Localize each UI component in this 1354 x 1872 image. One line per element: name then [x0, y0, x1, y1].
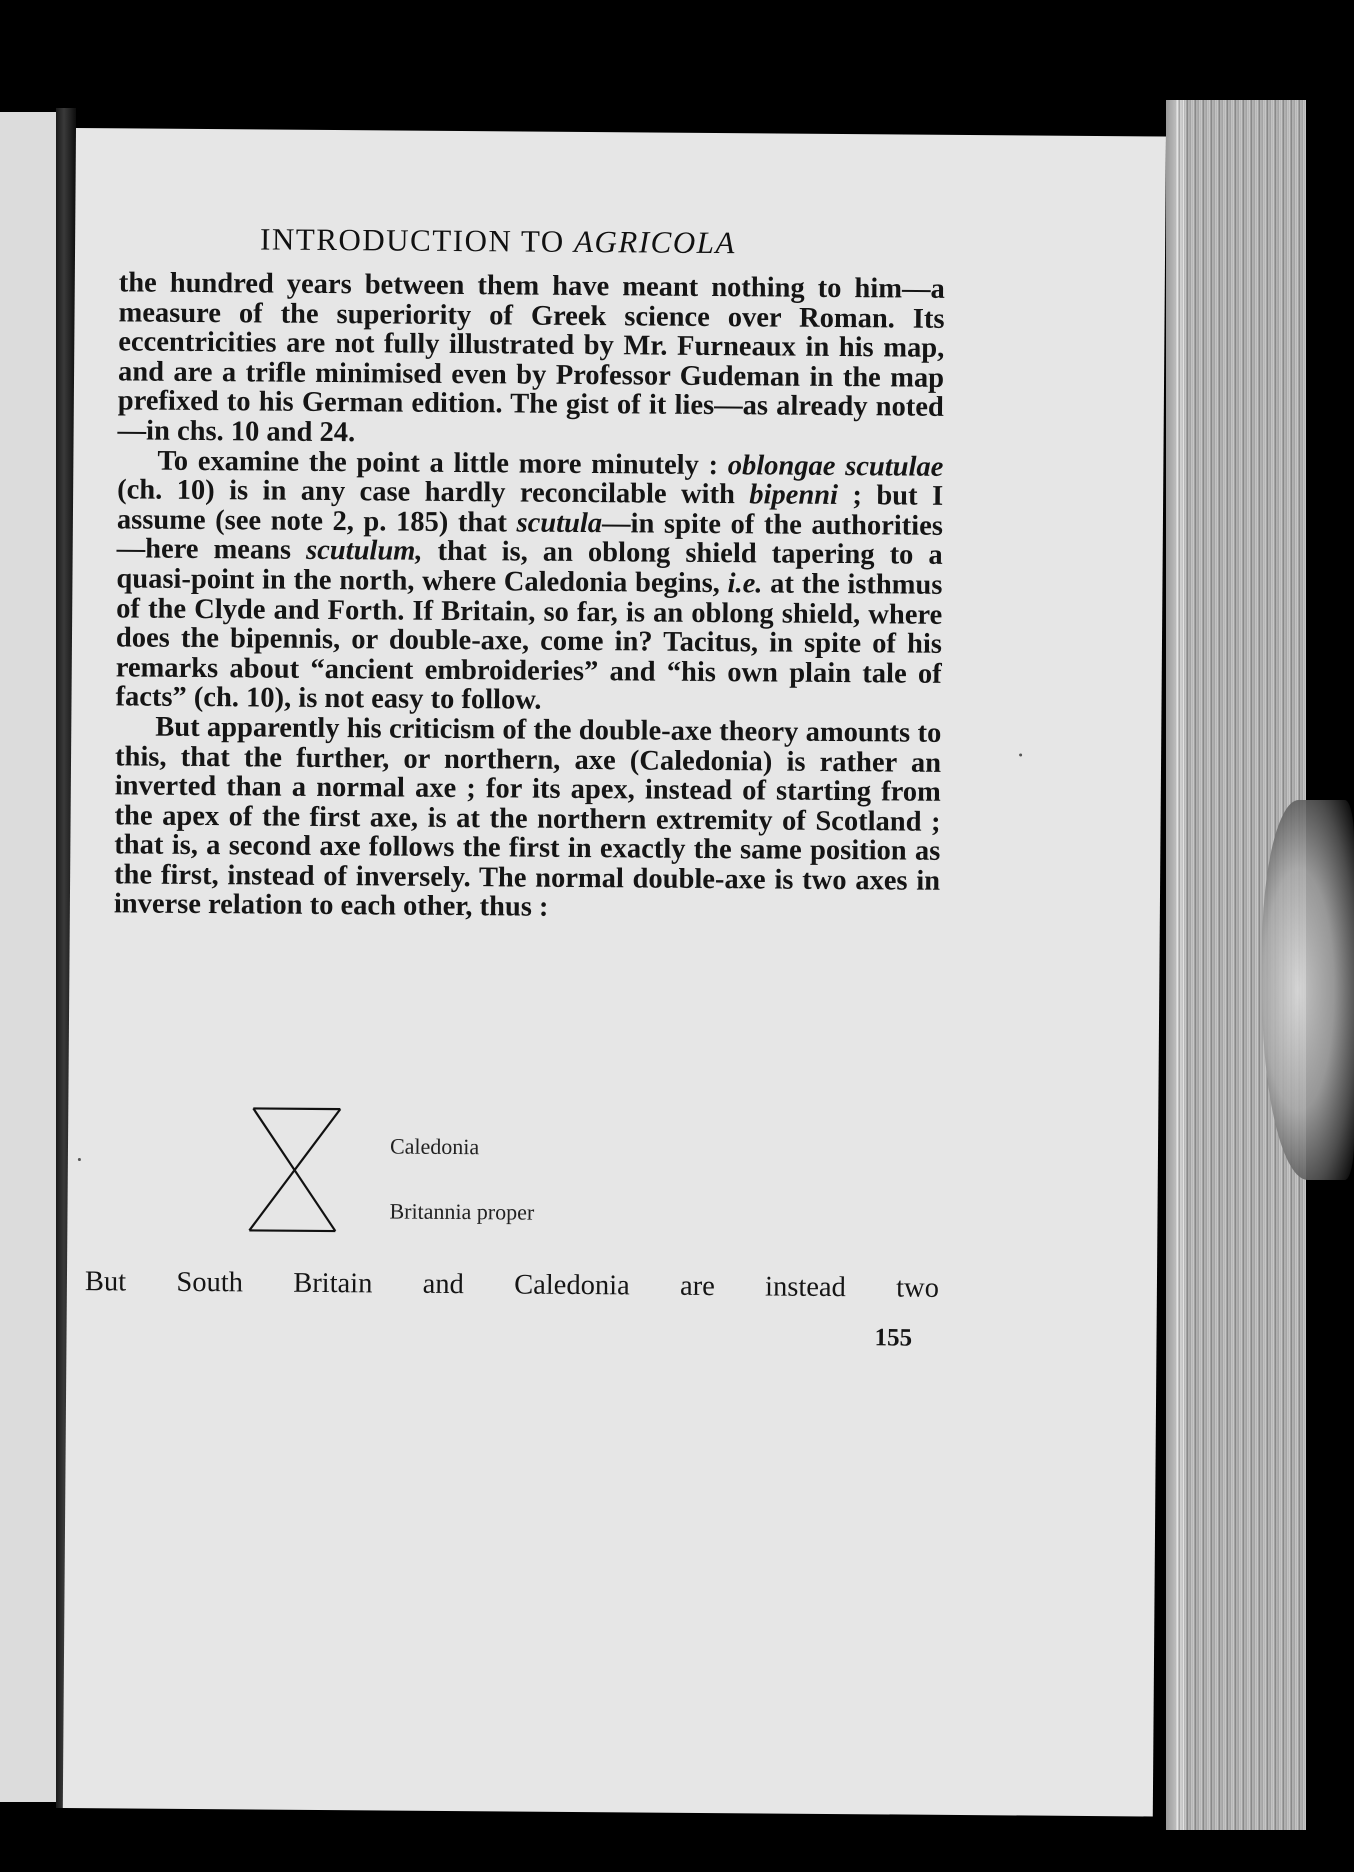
paragraph-3: But apparently his criticism of the double-axe theory amounts to this, that the further, or northern, axe (Caledonia) is rather an inverted than a normal axe ; for its apex, instead of starting from the apex of the first axe, is at the northern extremity of Scotland ; that is, a second axe follows the first in exactly the same position as the first, instead of inversely. The normal double-axe is two axes in inverse relation to each other, thus : — [113, 711, 942, 924]
p2-text-k: at the isthmus of the Clyde and Forth. If Britain, so far, is an oblong shield, where does the bipennis, or double-axe, come in? Tacitus, in spite of his remarks about “ancient embroideries” and “his own plain tale of facts” (ch. 10), is not easy to follow. — [115, 568, 943, 716]
last-line: But South Britain and Caledonia are instead two — [84, 1266, 940, 1304]
diagram-label-caledonia: Caledonia — [389, 1133, 480, 1160]
running-head-italic: AGRICOLA — [573, 223, 736, 261]
diagram-diagonal-2 — [249, 1108, 340, 1231]
diagram-bottom-edge — [249, 1230, 335, 1231]
page-number: 155 — [874, 1324, 913, 1352]
ink-speck — [1019, 753, 1022, 756]
p2-italic-b: oblongae scutulae — [727, 449, 944, 483]
p2-text-a: To examine the point a little more minutely : — [157, 445, 728, 481]
body-text — [114, 268, 945, 926]
p2-italic-j: i.e. — [727, 568, 763, 600]
double-axe-diagram — [247, 1104, 348, 1235]
p2-italic-h: scutulum, — [306, 535, 423, 568]
running-head-text: INTRODUCTION TO — [259, 221, 575, 259]
paper-damage — [1262, 800, 1354, 1180]
p2-text-g: —in spite of the authorities—here means — [116, 507, 944, 567]
p2-text-i: that is, an oblong shield tapering to a quasi-point in the north, where Caledonia begins, — [116, 536, 943, 600]
p2-text-c: (ch. 10) is in any case hardly reconcilable with — [117, 474, 750, 511]
running-head — [260, 221, 736, 261]
diagram-label-britannia: Britannia proper — [389, 1198, 535, 1225]
p2-italic-d: bipenni — [749, 479, 839, 512]
diagram-top-edge — [253, 1108, 340, 1109]
p2-text-e: ; but I assume (see note 2, p. 185) that — [116, 480, 944, 539]
facing-page-edge — [0, 112, 62, 1802]
paragraph-1: the hundred years between them have meant nothing to him—a measure of the superiority of Greek science over Roman. Its eccentricities are not fully illustrated by Mr. Furneaux in his map, and are a trifle minimised even by Professor Gudeman in the map prefixed to his German edition. The gist of it lies—as already noted—in chs. 10 and 24. — [117, 267, 945, 449]
paragraph-2 — [115, 446, 943, 719]
p2-italic-f: scutula — [516, 507, 603, 539]
ink-speck — [78, 1158, 81, 1161]
book-page — [63, 128, 1166, 1817]
